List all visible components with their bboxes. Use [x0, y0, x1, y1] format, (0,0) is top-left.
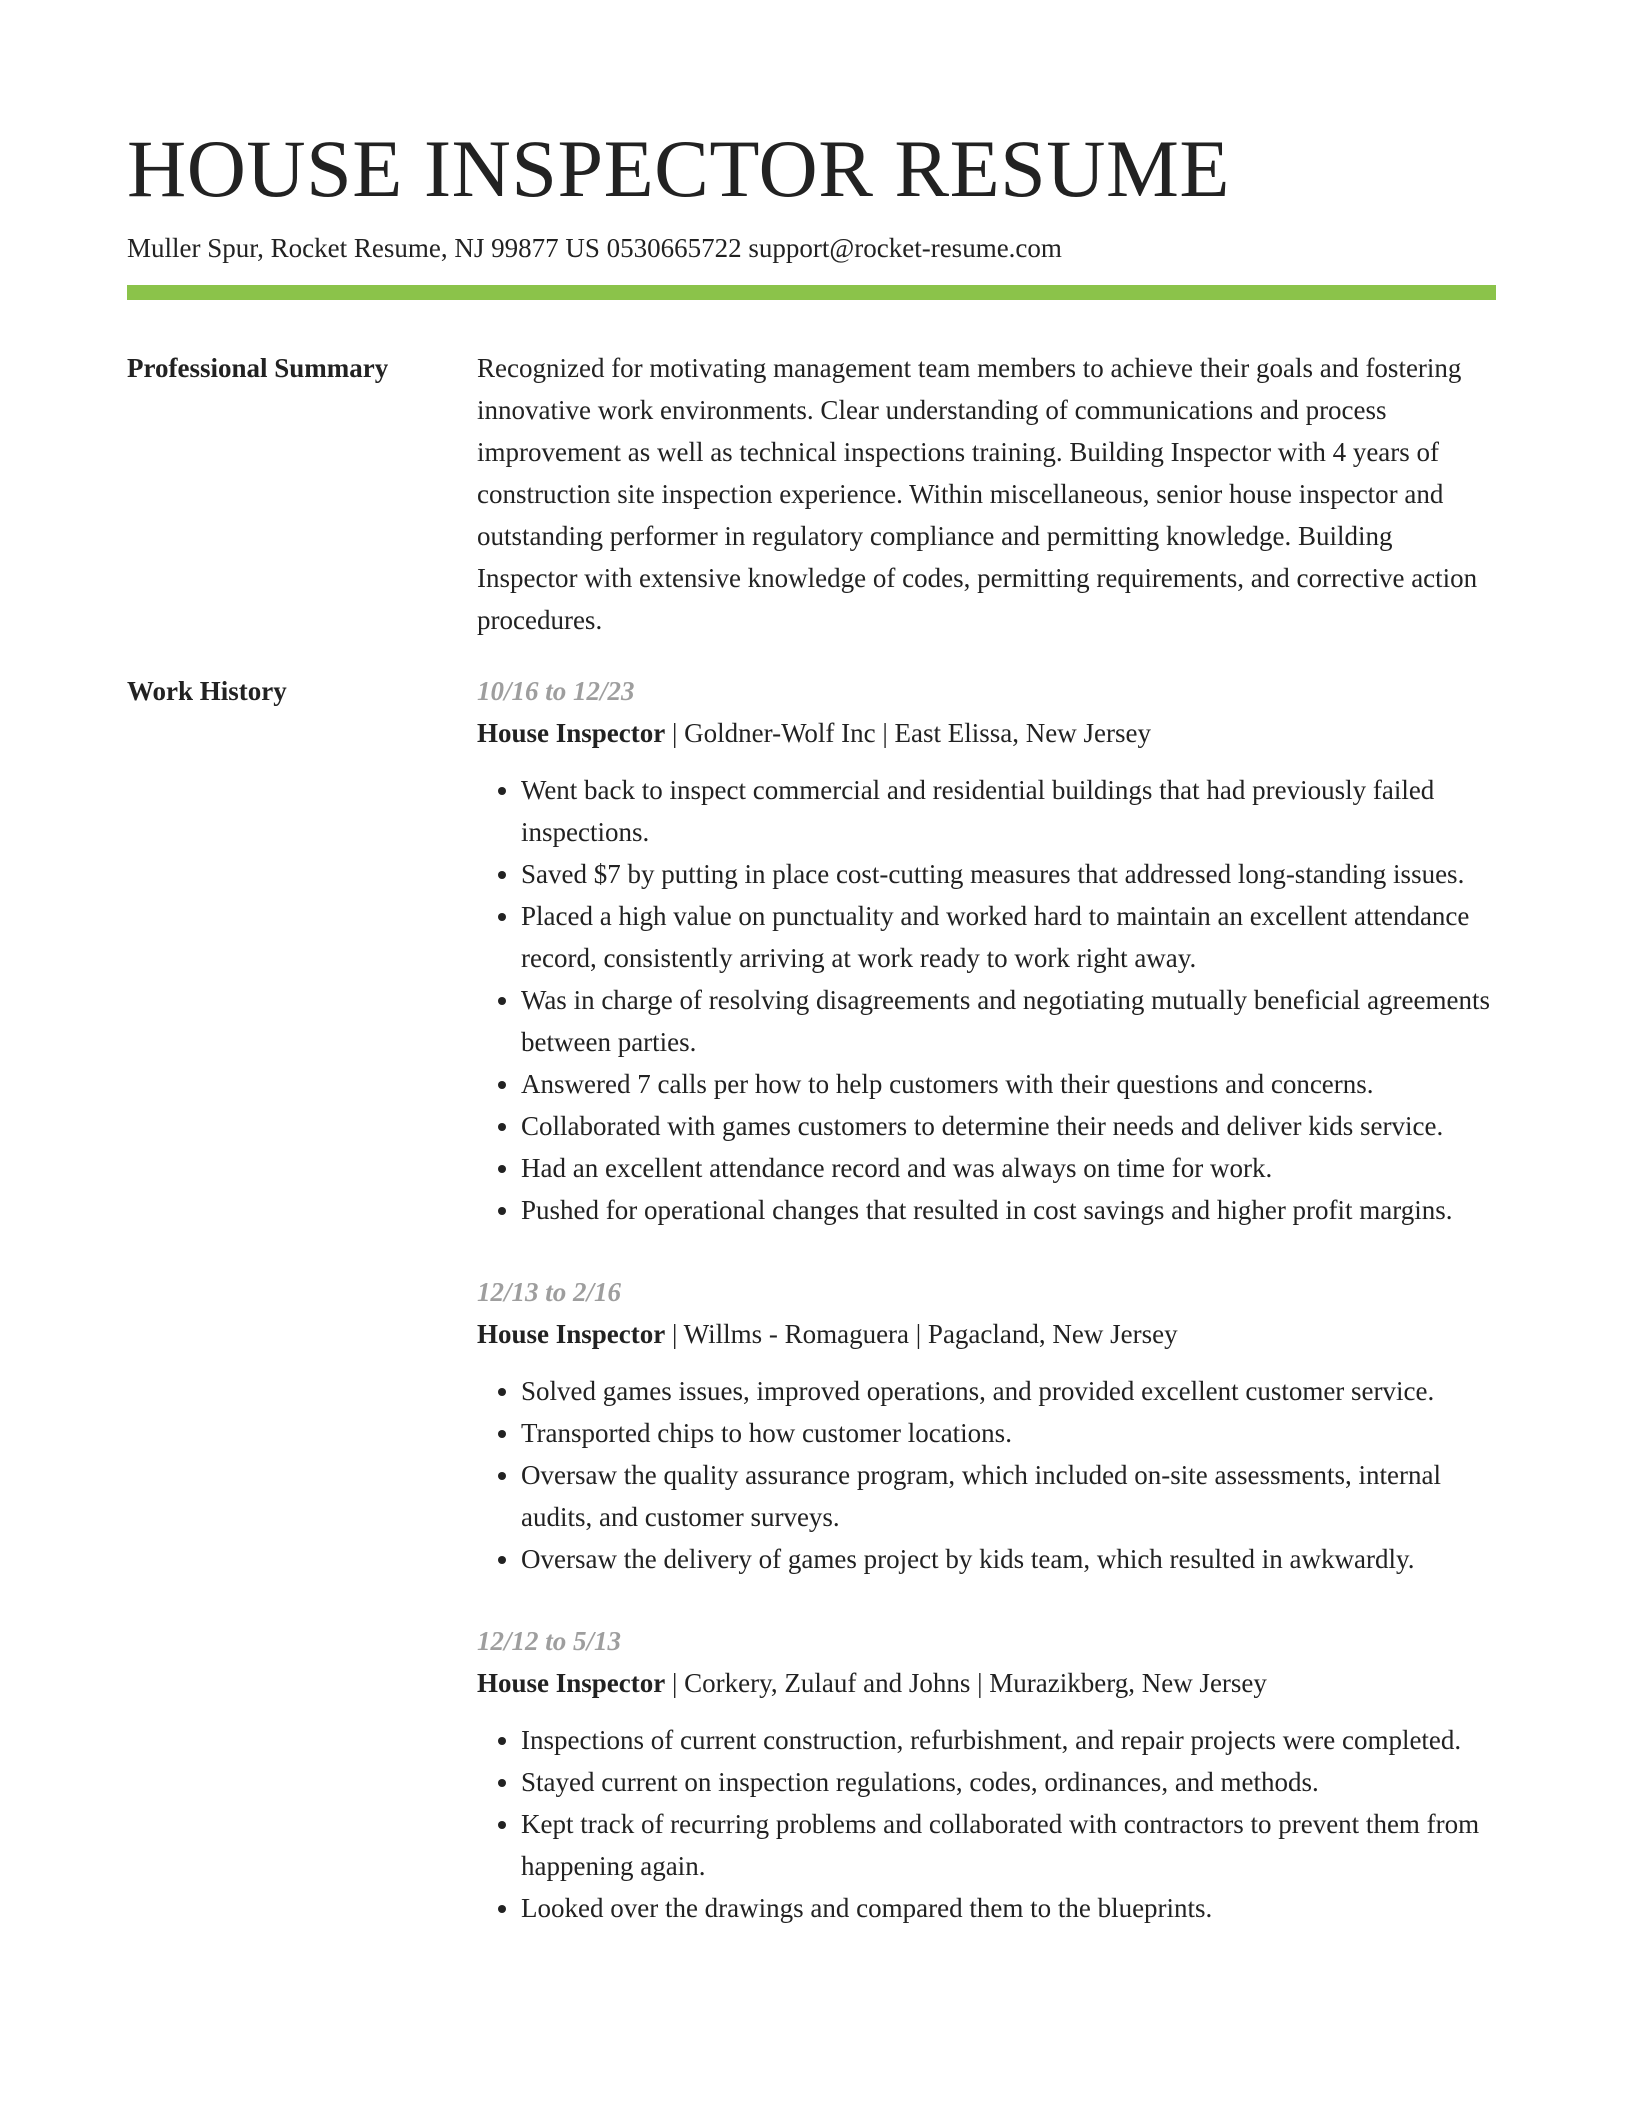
- job-header: [477, 1313, 1496, 1355]
- job-entry: [477, 1620, 1496, 1929]
- list-item: • Pushed for operational changes that resulted in cost savings and higher profit margins.: [521, 1189, 1496, 1231]
- resume-title: HOUSE INSPECTOR RESUME: [127, 123, 1230, 214]
- job-dates: 12/12 to 5/13: [477, 1626, 622, 1656]
- list-item: • Looked over the drawings and compared them to the blueprints.: [521, 1887, 1496, 1929]
- list-item: • Saved $7 by putting in place cost-cutting measures that addressed long-standing issues.: [521, 853, 1496, 895]
- contact-info: Muller Spur, Rocket Resume, NJ 99877 US 0530665722 support@rocket-resume.com: [127, 233, 1062, 263]
- professional-summary-heading: Professional Summary: [127, 353, 389, 383]
- job-header: [477, 1662, 1496, 1704]
- job-responsibilities-list: [477, 1370, 1496, 1580]
- list-item: • Stayed current on inspection regulations, codes, ordinances, and methods.: [521, 1761, 1496, 1803]
- list-item: • Inspections of current construction, refurbishment, and repair projects were completed.: [521, 1719, 1496, 1761]
- job-title: House Inspector: [477, 1319, 666, 1349]
- list-item: • Was in charge of resolving disagreements and negotiating mutually beneficial agreements between parties.: [521, 979, 1496, 1063]
- job-entry: [477, 1271, 1496, 1580]
- list-item: • Collaborated with games customers to determine their needs and deliver kids service.: [521, 1105, 1496, 1147]
- job-dates: 10/16 to 12/23: [477, 676, 635, 706]
- list-item: • Solved games issues, improved operations, and provided excellent customer service.: [521, 1370, 1496, 1412]
- accent-divider: [127, 285, 1496, 300]
- professional-summary-text: Recognized for motivating management team members to achieve their goals and fostering innovative work environments. Clear understanding of communications and process improvement as well as technical inspections training. Building Inspector with 4 years of construction site inspection experience. Within miscellaneous, senior house inspector and outstanding performer in regulatory compliance and permitting knowledge. Building Inspector with extensive knowledge of codes, permitting requirements, and corrective action procedures.: [477, 353, 1478, 635]
- list-item: • Went back to inspect commercial and residential buildings that had previously failed inspections.: [521, 769, 1496, 853]
- job-header: [477, 712, 1496, 754]
- job-company-location: | Willms - Romaguera | Pagacland, New Jersey: [665, 1319, 1178, 1349]
- professional-summary-body: [477, 347, 1496, 641]
- list-item: • Oversaw the delivery of games project by kids team, which resulted in awkwardly.: [521, 1538, 1496, 1580]
- list-item: • Oversaw the quality assurance program, which included on-site assessments, internal audits, and customer surveys.: [521, 1454, 1496, 1538]
- job-title: House Inspector: [477, 1668, 666, 1698]
- work-history-jobs: [477, 670, 1496, 1969]
- job-responsibilities-list: [477, 769, 1496, 1231]
- job-responsibilities-list: [477, 1719, 1496, 1929]
- list-item: • Answered 7 calls per how to help customers with their questions and concerns.: [521, 1063, 1496, 1105]
- job-company-location: | Corkery, Zulauf and Johns | Murazikberg, New Jersey: [665, 1668, 1267, 1698]
- list-item: • Had an excellent attendance record and was always on time for work.: [521, 1147, 1496, 1189]
- job-company-location: | Goldner-Wolf Inc | East Elissa, New Jersey: [665, 718, 1151, 748]
- list-item: • Transported chips to how customer locations.: [521, 1412, 1496, 1454]
- job-title: House Inspector: [477, 718, 666, 748]
- job-dates: 12/13 to 2/16: [477, 1277, 622, 1307]
- list-item: • Placed a high value on punctuality and worked hard to maintain an excellent attendance record, consistently arriving at work ready to work right away.: [521, 895, 1496, 979]
- list-item: • Kept track of recurring problems and collaborated with contractors to prevent them from happening again.: [521, 1803, 1496, 1887]
- work-history-heading: Work History: [127, 676, 287, 706]
- job-entry: [477, 670, 1496, 1231]
